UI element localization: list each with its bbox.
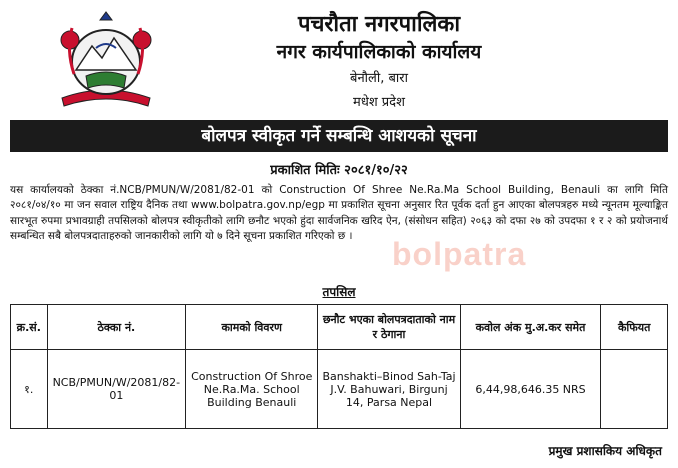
- office-location: बेनौली, बारा: [350, 71, 408, 86]
- table-header-row: [11, 305, 668, 350]
- body-line-5: बोलपत्रदाताहरुको जानकारीको लागि यो ७ दिने सूचना प्रकाशित गरिएको छ ।: [64, 230, 353, 243]
- cell-bidder: Banshakti–Binod Sah-Taj J.V. Bahuwari, Birgunj 14, Parsa Nepal: [318, 350, 460, 429]
- cell-remarks: [601, 350, 668, 429]
- bid-details-table: [10, 304, 668, 429]
- watermark-text: bolpatra: [392, 236, 527, 272]
- header-work-description: कामको विवरण: [186, 305, 318, 350]
- cell-bid-amount: 6,44,98,646.35 NRS: [460, 350, 601, 429]
- body-line-2: का लागि मिति २०८१/०४/१० मा जन सवाल राष्ट्रिय दैनिक तथा www.bolpatra.gov.np/egp मा प्रकाशित सूचना अनुसार रित: [10, 184, 668, 212]
- office-name: नगर कार्यपालिकाको कार्यालय: [276, 41, 482, 63]
- cell-contract-no: NCB/PMUN/W/2081/82-01: [47, 350, 186, 429]
- table-row: [11, 350, 668, 429]
- header-contract-no: ठेक्का नं.: [47, 305, 186, 350]
- table-title: [0, 283, 678, 300]
- signatory-title: प्रमुख प्रशासकिय अधिकृत: [548, 444, 662, 458]
- notice-title-banner: बोलपत्र स्वीकृत गर्ने सम्बन्धि आशयको सूचना: [10, 120, 668, 152]
- municipality-name: पचरौता नगरपालिका: [297, 12, 461, 37]
- cell-work-description: Construction Of Shroe Ne.Ra.Ma. School Building Benauli: [186, 350, 318, 429]
- body-line-1: यस कार्यालयको ठेक्का नं.NCB/PMUN/W/2081/82-01 को Construction Of Shree Ne.Ra.Ma School Building, Benauli: [10, 184, 601, 196]
- body-line-4: भएको हुंदा सार्वजनिक खरिद ऐन, (संसोधन सहित) २०६३ को दफा २७ को उपदफा १ र २ को प्रयोजनार्थ सम्बन्धित सबै: [10, 214, 669, 243]
- body-line-3: पूर्वक दर्ता हुन आएका बोलपत्रहरु मध्ये न्यूनतम मूल्याङ्कित सारभूत रुपमा प्रभावग्राही तपसिलको बोलपत्र स्वीकृतीको लागि छनौट: [10, 199, 668, 227]
- cell-serial: १.: [11, 350, 48, 429]
- header-bid-amount: कवोल अंक मु.अ.कर समेत: [460, 305, 601, 350]
- header-bidder: छनौट भएका बोलपत्रदाताको नाम र ठेगाना: [318, 305, 460, 350]
- province-name: मधेश प्रदेश: [353, 95, 405, 110]
- header-serial: क्र.सं.: [11, 305, 48, 350]
- notice-body: [10, 183, 668, 245]
- published-date: प्रकाशित मितिः २०८१/१०/२२: [270, 163, 408, 178]
- header-remarks: कैफियत: [601, 305, 668, 350]
- table-title-text: तपसिल: [322, 285, 356, 299]
